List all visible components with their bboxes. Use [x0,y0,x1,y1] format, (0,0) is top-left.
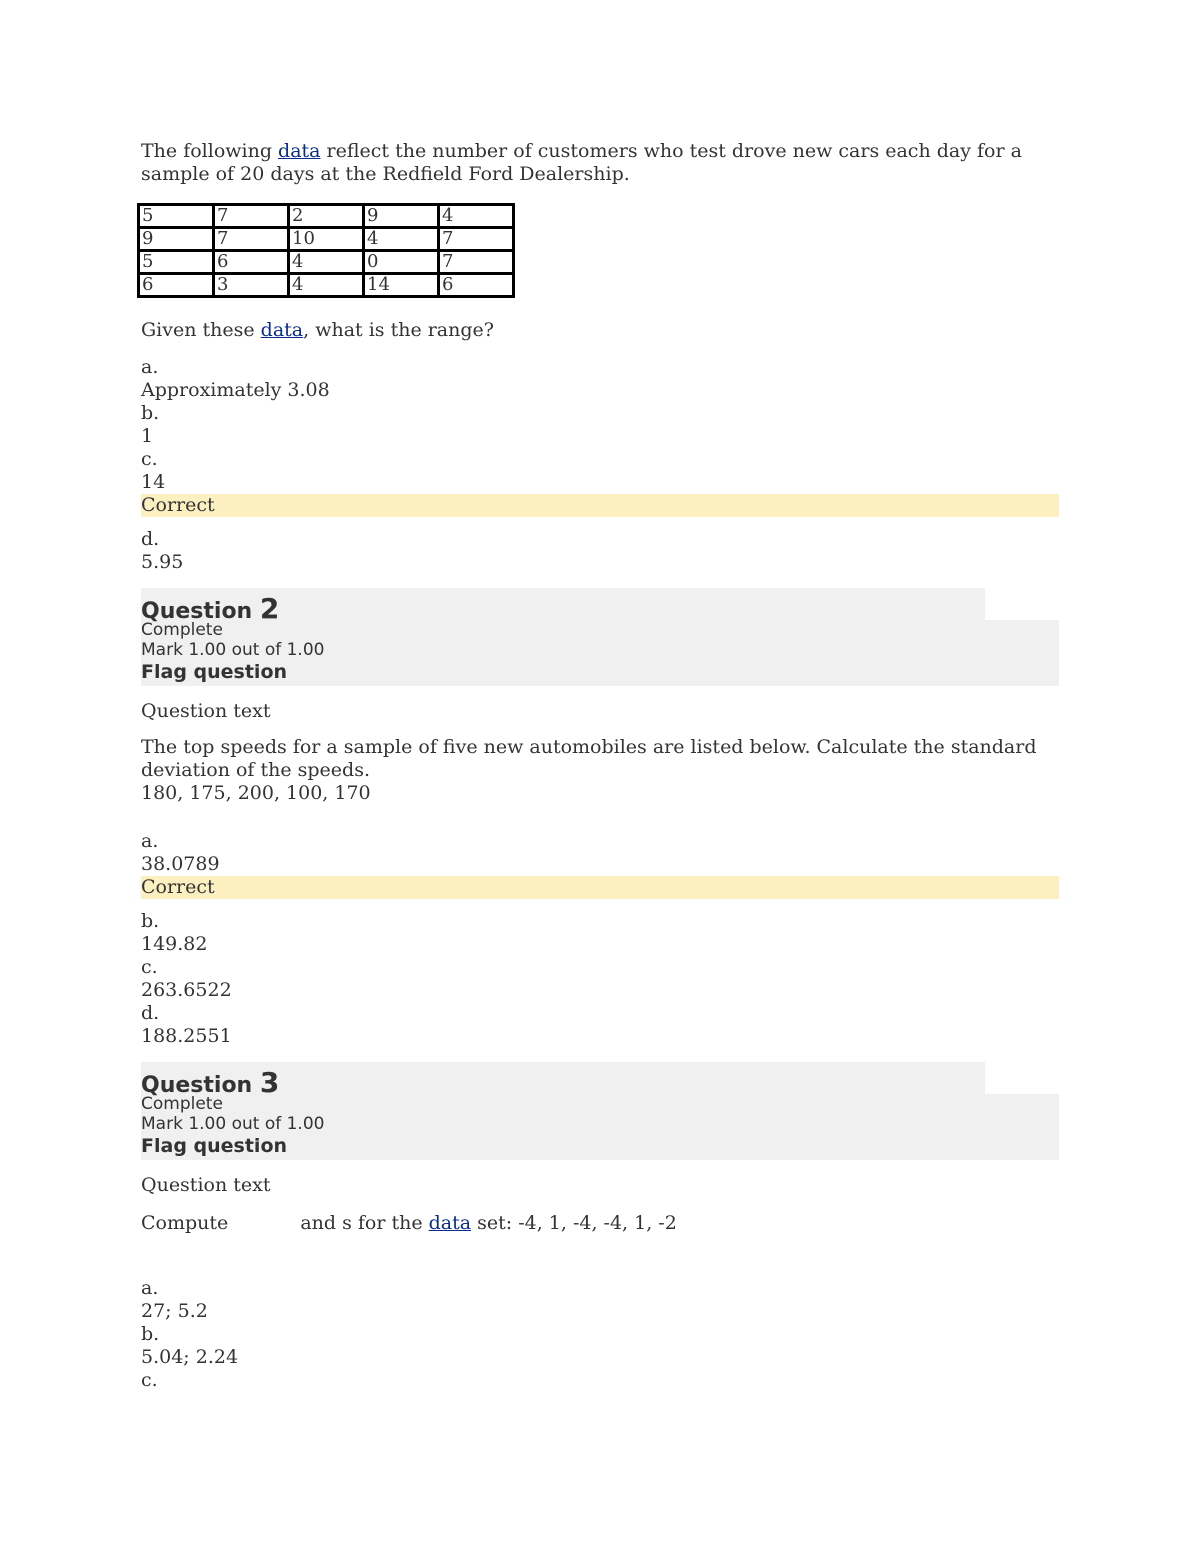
table-cell: 7 [439,251,514,274]
q1-question [141,319,1059,342]
question-title [141,592,279,625]
table-cell: 6 [439,274,514,297]
q1-data-table [137,203,515,298]
q1-question-data-link[interactable]: data [260,319,304,341]
question-mark: Mark 1.00 out of 1.00 [141,640,325,660]
question-text-label: Question text [141,700,271,722]
table-row [139,205,514,228]
q3-options [141,1277,1059,1392]
q2-values: 180, 175, 200, 100, 170 [141,782,371,804]
q3-question [141,1212,1059,1235]
table-cell: 9 [139,228,214,251]
option-letter: d. [141,1002,160,1024]
option-letter: c. [141,448,158,470]
table-cell: 10 [289,228,364,251]
question-label: Question [141,1073,260,1098]
table-cell: 7 [214,228,289,251]
q1-intro [141,140,1059,186]
table-cell: 5 [139,251,214,274]
q1-question-text-after: , what is the range? [303,319,494,341]
option-a[interactable]: Approximately 3.08 [141,379,330,401]
question-status: Complete [141,620,223,640]
option-b[interactable]: 5.04; 2.24 [141,1346,239,1368]
flag-question-button[interactable]: Flag question [141,1135,288,1157]
option-letter: a. [141,356,159,378]
q3-data-link[interactable]: data [428,1212,472,1234]
q3-question-text-after: set: -4, 1, -4, -4, 1, -2 [471,1212,677,1234]
table-row [139,228,514,251]
option-letter: c. [141,1369,158,1391]
q2-header [141,588,1059,686]
question-number: 3 [259,1066,280,1099]
q2-options [141,830,1059,1048]
option-b[interactable]: 1 [141,425,154,447]
table-cell: 4 [289,274,364,297]
option-a[interactable]: 27; 5.2 [141,1300,208,1322]
option-letter: a. [141,1277,159,1299]
q2-info [141,620,1059,686]
question-text-label: Question text [141,1174,271,1196]
q3-header [141,1062,1059,1160]
q3-info [141,1094,1059,1160]
q3-question-text: Compute [141,1212,229,1234]
table-cell: 14 [364,274,439,297]
question-status: Complete [141,1094,223,1114]
q1-options [141,356,1059,574]
flag-question-button[interactable]: Flag question [141,661,288,683]
table-cell: 5 [139,205,214,228]
correct-feedback: Correct [141,876,1059,899]
option-d[interactable]: 188.2551 [141,1025,232,1047]
table-cell: 6 [214,251,289,274]
question-title [141,1066,279,1099]
option-b[interactable]: 149.82 [141,933,208,955]
option-letter: b. [141,1323,160,1345]
table-cell: 9 [364,205,439,228]
option-letter: c. [141,956,158,978]
table-cell: 2 [289,205,364,228]
q2-title-bar [141,588,985,625]
table-cell: 7 [439,228,514,251]
q3-title-bar [141,1062,985,1099]
correct-feedback: Correct [141,494,1059,517]
question-mark: Mark 1.00 out of 1.00 [141,1114,325,1134]
q3-question-text-mid: and s for the [294,1212,429,1234]
q2-question-text: The top speeds for a sample of five new automobiles are listed below. Calculate the standard deviation of the speeds. [141,736,1037,781]
option-c[interactable]: 263.6522 [141,979,232,1001]
option-letter: a. [141,830,159,852]
option-letter: b. [141,402,160,424]
question-label: Question [141,599,260,624]
table-cell: 3 [214,274,289,297]
option-letter: b. [141,910,160,932]
option-letter: d. [141,528,160,550]
option-d[interactable]: 5.95 [141,551,184,573]
option-c[interactable]: 14 [141,471,166,493]
q1-intro-text: The following [141,140,279,162]
q2-question [141,736,1059,805]
table-cell: 6 [139,274,214,297]
q1-intro-data-link[interactable]: data [278,140,321,162]
quiz-page [141,140,1059,1392]
table-cell: 0 [364,251,439,274]
table-row [139,274,514,297]
q1-question-text: Given these [141,319,261,341]
q1-intro-text-after: reflect the number of customers who test drove new cars each day for a sample of 20 days at the Redfield Ford Dealership. [141,140,1022,185]
option-a[interactable]: 38.0789 [141,853,220,875]
table-cell: 4 [289,251,364,274]
question-number: 2 [259,592,280,625]
table-cell: 4 [364,228,439,251]
table-cell: 7 [214,205,289,228]
table-cell: 4 [439,205,514,228]
table-row [139,251,514,274]
